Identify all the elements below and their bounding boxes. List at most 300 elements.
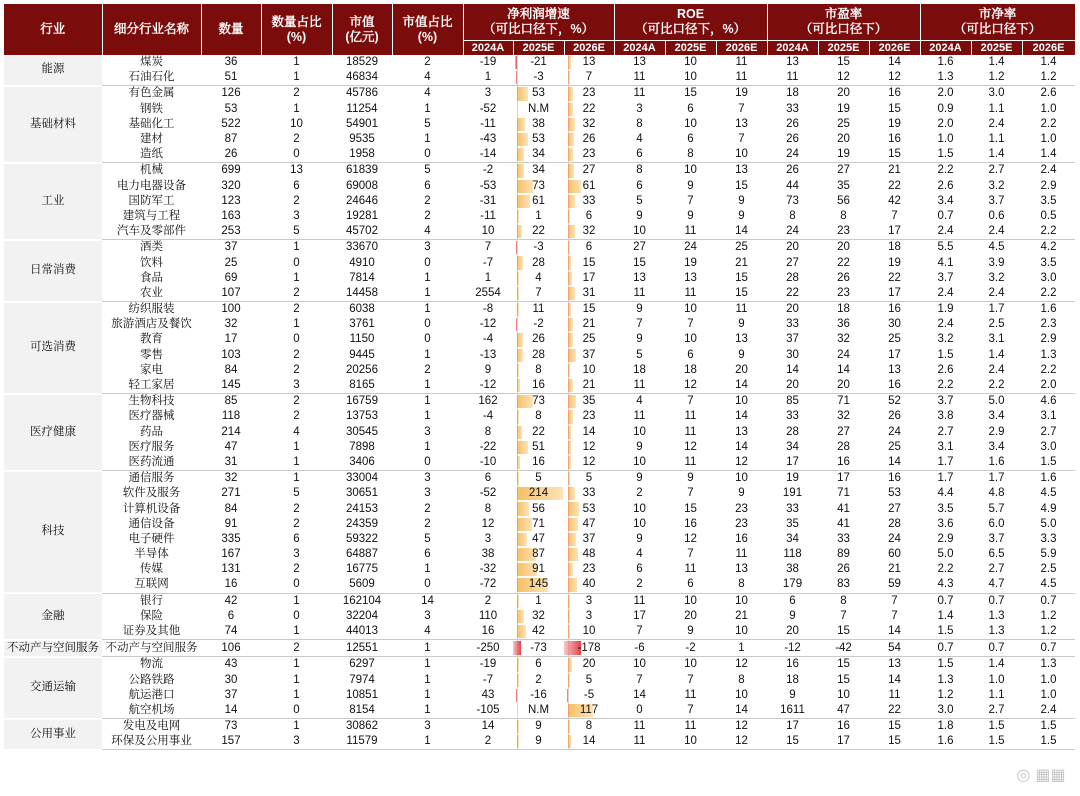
growth-bar-positive bbox=[568, 195, 575, 208]
pb-2025e-cell: 3.1 bbox=[988, 333, 1005, 346]
sub-industry-cell: 软件及服务 bbox=[122, 487, 181, 500]
pb-2026e-cell: 1.0 bbox=[1040, 133, 1057, 146]
pb-2025e-cell: 1.1 bbox=[988, 688, 1005, 701]
mktcap-cell: 7898 bbox=[349, 440, 375, 453]
mktcap-cell: 24646 bbox=[346, 194, 378, 207]
table-row bbox=[4, 703, 1075, 719]
growth-2024a-cell: 1 bbox=[463, 70, 513, 86]
pb-2026e-cell: 5.9 bbox=[1040, 548, 1057, 561]
roe-2024a-cell: 11 bbox=[633, 87, 646, 100]
growth-zero-axis bbox=[568, 594, 569, 609]
roe-2026e-cell: 1 bbox=[716, 640, 767, 657]
roe-2026e-cell: 10 bbox=[735, 395, 748, 408]
table-row bbox=[4, 517, 1075, 532]
roe-2026e-cell: 7 bbox=[738, 102, 745, 115]
table-row bbox=[4, 132, 1075, 147]
pe-2024a-cell: 20 bbox=[786, 303, 799, 316]
mktcap-cell: 162104 bbox=[342, 594, 382, 607]
roe-2025e-cell: 16 bbox=[684, 517, 697, 530]
sub-industry-cell: 教育 bbox=[140, 333, 163, 346]
count-cell: 335 bbox=[221, 532, 241, 545]
roe-2026e-cell: 10 bbox=[735, 472, 748, 485]
mktcap-cell: 1150 bbox=[349, 333, 375, 346]
count-cell: 53 bbox=[224, 102, 238, 115]
industry-cell: 金融 bbox=[4, 593, 102, 640]
pb-2025e-cell: 3.2 bbox=[988, 179, 1005, 192]
growth-zero-axis bbox=[568, 194, 569, 209]
growth-value-label: 37 bbox=[582, 532, 596, 545]
growth-value-label: 32 bbox=[582, 117, 596, 130]
roe-2026e-cell: 14 bbox=[735, 440, 748, 453]
count-cell: 74 bbox=[201, 624, 261, 640]
growth-zero-axis bbox=[517, 363, 518, 378]
roe-2024a-cell: 9 bbox=[636, 333, 643, 346]
sub-industry-cell: 零售 bbox=[140, 348, 163, 361]
growth-2025e-cell bbox=[513, 425, 564, 440]
pb-2026e-cell: 2.9 bbox=[1040, 333, 1057, 346]
growth-2026e-cell bbox=[564, 363, 614, 378]
roe-2026e-cell: 12 bbox=[716, 455, 767, 471]
pb-2025e-cell: 1.1 bbox=[988, 102, 1005, 115]
growth-2024a-cell: -7 bbox=[482, 256, 494, 269]
count-cell: 69 bbox=[224, 271, 238, 284]
pb-2024a-cell: 1.4 bbox=[937, 609, 954, 622]
growth-zero-axis bbox=[568, 440, 569, 455]
growth-zero-axis bbox=[517, 594, 518, 609]
pe-2024a-cell: 34 bbox=[786, 532, 799, 545]
mktcap-cell: 6038 bbox=[349, 303, 375, 316]
growth-2024a-cell: 110 bbox=[478, 609, 498, 622]
count-pct-cell: 1 bbox=[293, 658, 300, 671]
growth-2025e-cell bbox=[513, 271, 564, 286]
pe-2026e-cell: 19 bbox=[888, 256, 901, 269]
pb-2025e-cell: 2.7 bbox=[988, 164, 1005, 177]
pb-2025e-cell: 1.7 bbox=[988, 472, 1005, 485]
mktcap-cell: 16759 bbox=[346, 395, 378, 408]
sub-industry-cell: 发电及电网 bbox=[122, 720, 181, 733]
growth-2024a-cell: -11 bbox=[480, 209, 496, 222]
growth-2026e-cell bbox=[564, 624, 614, 640]
growth-zero-axis bbox=[568, 688, 569, 703]
table-row bbox=[4, 70, 1075, 86]
growth-zero-axis bbox=[568, 240, 569, 255]
header-year: 2026E bbox=[1022, 41, 1075, 56]
growth-value-label: 35 bbox=[582, 395, 596, 408]
growth-value-label: 32 bbox=[582, 225, 596, 238]
pb-2025e-cell: 3.4 bbox=[988, 410, 1005, 423]
growth-2025e-cell bbox=[513, 532, 564, 547]
table-row bbox=[4, 577, 1075, 593]
roe-2025e-cell: 15 bbox=[684, 87, 697, 100]
mktcap-pct-cell: 1 bbox=[424, 410, 431, 423]
growth-value-label: 37 bbox=[582, 348, 596, 361]
pe-2026e-cell: 18 bbox=[888, 241, 901, 254]
header-count: 数量 bbox=[201, 4, 261, 55]
pb-2026e-cell: 2.6 bbox=[1040, 87, 1057, 100]
count-cell: 42 bbox=[224, 594, 238, 607]
pe-2026e-cell: 59 bbox=[869, 577, 920, 593]
roe-2026e-cell: 12 bbox=[735, 658, 748, 671]
roe-2024a-cell: 11 bbox=[633, 720, 646, 733]
count-cell: 43 bbox=[224, 658, 238, 671]
growth-bar-positive bbox=[568, 533, 576, 546]
table-row bbox=[4, 609, 1075, 624]
mktcap-pct-cell: 0 bbox=[424, 256, 431, 269]
growth-value-label: 25 bbox=[582, 333, 596, 346]
pe-2024a-cell: 26 bbox=[786, 164, 799, 177]
growth-value-label: 61 bbox=[532, 194, 545, 207]
growth-value-label: 33 bbox=[582, 194, 596, 207]
pb-2026e-cell: 2.3 bbox=[1040, 318, 1057, 331]
pe-2026e-cell: 30 bbox=[888, 318, 901, 331]
growth-2025e-cell bbox=[513, 240, 564, 256]
roe-2024a-cell: 9 bbox=[636, 532, 643, 545]
growth-zero-axis bbox=[568, 425, 569, 440]
pb-2025e-cell: 3.2 bbox=[988, 271, 1005, 284]
sub-industry-cell: 医疗器械 bbox=[128, 410, 175, 423]
count-cell: 320 bbox=[221, 179, 241, 192]
sub-industry-cell: 计算机设备 bbox=[122, 502, 181, 515]
watermark-logo: ◎ ▦▦ bbox=[1016, 765, 1066, 784]
pb-2024a-cell: 1.2 bbox=[937, 688, 954, 701]
growth-zero-axis bbox=[568, 394, 569, 409]
sub-industry-cell: 石油石化 bbox=[102, 70, 201, 86]
growth-2025e-cell bbox=[513, 440, 564, 455]
growth-zero-axis bbox=[517, 117, 518, 132]
pb-2025e-cell: 2.5 bbox=[988, 318, 1005, 331]
growth-2026e-cell bbox=[564, 455, 614, 471]
table-row bbox=[4, 255, 1075, 270]
mktcap-cell: 4910 bbox=[349, 256, 375, 269]
pb-2026e-cell: 5.0 bbox=[1040, 517, 1057, 530]
pb-2026e-cell: 1.5 bbox=[1040, 720, 1057, 733]
sub-industry-cell: 传媒 bbox=[140, 563, 163, 576]
roe-2025e-cell: 9 bbox=[687, 472, 694, 485]
pb-2024a-cell: 1.3 bbox=[937, 673, 954, 686]
pb-2024a-cell: 3.1 bbox=[937, 440, 954, 453]
pb-2026e-cell: 1.4 bbox=[1040, 56, 1057, 69]
mktcap-cell: 12551 bbox=[332, 640, 392, 657]
pb-2025e-cell: 2.4 bbox=[971, 286, 1022, 302]
growth-zero-axis bbox=[517, 348, 518, 363]
growth-2025e-cell bbox=[513, 640, 564, 657]
count-pct-cell: 0 bbox=[293, 256, 300, 269]
roe-2025e-cell: 13 bbox=[684, 271, 697, 284]
pe-2024a-cell: 22 bbox=[767, 286, 818, 302]
industry-cell: 不动产与空间服务 bbox=[4, 640, 102, 657]
growth-value-label: 16 bbox=[532, 455, 545, 468]
pe-2026e-cell: 16 bbox=[888, 133, 901, 146]
growth-value-label: 11 bbox=[532, 303, 545, 316]
growth-2024a-cell: 9 bbox=[484, 363, 492, 376]
pb-2025e-cell: 2.4 bbox=[988, 363, 1005, 376]
roe-2024a-cell: 2 bbox=[614, 577, 665, 593]
pe-2025e-cell: 47 bbox=[818, 703, 869, 719]
roe-2025e-cell: 10 bbox=[665, 734, 716, 750]
growth-2026e-cell bbox=[564, 640, 614, 657]
growth-zero-axis bbox=[517, 486, 518, 501]
roe-2026e-cell: 12 bbox=[716, 734, 767, 750]
pe-2026e-cell: 17 bbox=[869, 286, 920, 302]
growth-2025e-cell bbox=[513, 593, 564, 609]
mktcap-cell: 5609 bbox=[332, 577, 392, 593]
table-row bbox=[4, 624, 1075, 640]
growth-zero-axis bbox=[517, 657, 518, 672]
pe-2026e-cell: 14 bbox=[888, 56, 901, 69]
pb-2024a-cell: 2.7 bbox=[937, 425, 954, 438]
header-year: 2025E bbox=[513, 41, 564, 56]
growth-zero-axis bbox=[517, 425, 518, 440]
roe-2025e-cell: 10 bbox=[684, 333, 697, 346]
mktcap-pct-cell: 4 bbox=[392, 224, 463, 240]
growth-bar-positive bbox=[517, 87, 528, 100]
table-row bbox=[4, 240, 1075, 256]
roe-2025e-cell: 11 bbox=[665, 286, 716, 302]
growth-value-label: 12 bbox=[582, 455, 596, 468]
pb-2026e-cell: 1.0 bbox=[1040, 673, 1057, 686]
pe-2026e-cell: 54 bbox=[869, 640, 920, 657]
mktcap-cell: 30862 bbox=[346, 720, 378, 733]
growth-zero-axis bbox=[517, 517, 518, 532]
pe-2024a-cell: 44 bbox=[786, 179, 799, 192]
roe-2024a-cell: 9 bbox=[636, 440, 643, 453]
count-cell: 25 bbox=[224, 256, 238, 269]
sub-industry-cell: 建筑与工程 bbox=[122, 209, 181, 222]
roe-2024a-cell: 4 bbox=[636, 395, 643, 408]
pb-2025e-cell: 1.0 bbox=[988, 673, 1005, 686]
count-cell: 271 bbox=[221, 487, 241, 500]
growth-zero-axis bbox=[517, 302, 518, 317]
roe-2024a-cell: 14 bbox=[633, 688, 646, 701]
pb-2025e-cell: 1.4 bbox=[988, 348, 1005, 361]
growth-value-label: -73 bbox=[530, 641, 547, 654]
roe-2025e-cell: 11 bbox=[665, 224, 716, 240]
pb-2024a-cell: 0.7 bbox=[937, 209, 954, 222]
mktcap-cell: 16775 bbox=[346, 563, 378, 576]
growth-zero-axis bbox=[568, 363, 569, 378]
table-row bbox=[4, 547, 1075, 562]
growth-zero-axis bbox=[517, 440, 518, 455]
growth-zero-axis bbox=[517, 55, 518, 70]
growth-zero-axis bbox=[568, 609, 569, 624]
growth-value-label: 23 bbox=[582, 410, 596, 423]
growth-value-label: 23 bbox=[582, 563, 596, 576]
growth-value-label: 8 bbox=[535, 363, 542, 376]
growth-2024a-cell: 14 bbox=[481, 720, 495, 733]
roe-2026e-cell: 8 bbox=[716, 577, 767, 593]
pe-2026e-cell: 16 bbox=[888, 87, 901, 100]
roe-2025e-cell: 10 bbox=[684, 594, 697, 607]
growth-2026e-cell bbox=[564, 547, 614, 562]
sub-industry-cell: 酒类 bbox=[140, 241, 163, 254]
pb-2024a-cell: 3.4 bbox=[937, 194, 954, 207]
growth-zero-axis bbox=[568, 657, 569, 672]
count-pct-cell: 0 bbox=[293, 333, 300, 346]
pe-2025e-cell: 14 bbox=[837, 363, 850, 376]
pe-2024a-cell: 20 bbox=[767, 378, 818, 394]
roe-2026e-cell: 13 bbox=[735, 117, 748, 130]
table-row bbox=[4, 640, 1075, 657]
count-cell: 16 bbox=[201, 577, 261, 593]
roe-2024a-cell: 9 bbox=[636, 472, 643, 485]
industry-cell: 交通运输 bbox=[4, 657, 102, 719]
pb-2025e-cell: 3.7 bbox=[988, 194, 1005, 207]
pb-2025e-cell: 0.6 bbox=[988, 209, 1005, 222]
table-header bbox=[4, 4, 1075, 55]
pe-2025e-cell: 19 bbox=[837, 102, 850, 115]
sub-industry-cell: 保险 bbox=[140, 609, 163, 622]
growth-zero-axis bbox=[568, 624, 569, 639]
table-row bbox=[4, 455, 1075, 471]
industry-cell: 医疗健康 bbox=[4, 394, 102, 471]
pe-2026e-cell: 7 bbox=[891, 609, 898, 622]
growth-value-label: 28 bbox=[532, 256, 545, 269]
sub-industry-cell: 生物科技 bbox=[128, 395, 175, 408]
pe-2026e-cell: 25 bbox=[888, 440, 901, 453]
mktcap-pct-cell: 2 bbox=[424, 502, 431, 515]
growth-2024a-cell: 1 bbox=[484, 271, 492, 284]
mktcap-cell: 3761 bbox=[349, 318, 375, 331]
roe-2024a-cell: 8 bbox=[636, 117, 643, 130]
mktcap-pct-cell: 0 bbox=[424, 318, 431, 331]
roe-2025e-cell: 10 bbox=[684, 164, 697, 177]
growth-zero-axis bbox=[568, 86, 569, 101]
pe-2026e-cell: 7 bbox=[891, 209, 898, 222]
roe-2026e-cell: 11 bbox=[716, 70, 767, 86]
mktcap-cell: 24153 bbox=[346, 502, 378, 515]
pe-2025e-cell: 12 bbox=[818, 70, 869, 86]
roe-2026e-cell: 8 bbox=[738, 673, 745, 686]
roe-2025e-cell: 19 bbox=[684, 256, 697, 269]
growth-2026e-cell bbox=[564, 486, 614, 501]
count-pct-cell: 3 bbox=[293, 209, 300, 222]
pe-2026e-cell: 16 bbox=[888, 472, 901, 485]
pb-2026e-cell: 3.1 bbox=[1040, 410, 1057, 423]
growth-2024a-cell: 6 bbox=[484, 472, 492, 485]
growth-bar-positive bbox=[568, 548, 578, 561]
pe-2025e-cell: 83 bbox=[818, 577, 869, 593]
growth-bar-positive bbox=[568, 518, 578, 531]
growth-2024a-cell: -4 bbox=[482, 333, 494, 346]
pb-2025e-cell: 2.2 bbox=[971, 378, 1022, 394]
pb-2025e-cell: 1.5 bbox=[988, 720, 1005, 733]
mktcap-cell: 32204 bbox=[346, 609, 378, 622]
pb-2024a-cell: 3.0 bbox=[920, 703, 971, 719]
growth-zero-axis bbox=[568, 132, 569, 147]
table-row bbox=[4, 317, 1075, 332]
roe-2025e-cell: 6 bbox=[687, 348, 694, 361]
mktcap-pct-cell: 5 bbox=[424, 164, 431, 177]
growth-value-label: 21 bbox=[582, 318, 596, 331]
mktcap-cell: 19281 bbox=[346, 209, 378, 222]
roe-2025e-cell: 6 bbox=[687, 133, 694, 146]
growth-2024a-cell: 2 bbox=[484, 594, 492, 607]
growth-2025e-cell bbox=[513, 562, 564, 577]
pb-2025e-cell: 1.2 bbox=[971, 70, 1022, 86]
growth-2024a-cell: 10 bbox=[463, 224, 513, 240]
roe-2025e-cell: 20 bbox=[684, 609, 697, 622]
roe-2025e-cell: 11 bbox=[684, 410, 697, 423]
growth-2025e-cell bbox=[513, 363, 564, 378]
mktcap-cell: 6297 bbox=[349, 658, 375, 671]
growth-zero-axis bbox=[517, 194, 518, 209]
roe-2024a-cell: 6 bbox=[636, 563, 643, 576]
table-row bbox=[4, 55, 1075, 70]
roe-2025e-cell: 11 bbox=[665, 455, 716, 471]
growth-2025e-cell bbox=[513, 255, 564, 270]
pb-2024a-cell: 1.7 bbox=[937, 472, 954, 485]
pe-2025e-cell: 20 bbox=[837, 133, 850, 146]
pb-2026e-cell: 3.5 bbox=[1040, 194, 1057, 207]
mktcap-cell: 61839 bbox=[346, 164, 378, 177]
sub-industry-cell: 半导体 bbox=[134, 548, 169, 561]
mktcap-pct-cell: 4 bbox=[424, 87, 431, 100]
roe-2025e-cell: 11 bbox=[684, 688, 697, 701]
growth-value-label: 7 bbox=[535, 286, 542, 299]
table-row bbox=[4, 179, 1075, 194]
growth-2024a-cell: -72 bbox=[463, 577, 513, 593]
pe-2025e-cell: 16 bbox=[818, 455, 869, 471]
growth-zero-axis bbox=[568, 501, 569, 516]
growth-value-label: 5 bbox=[585, 673, 593, 686]
count-pct-cell: 3 bbox=[261, 734, 332, 750]
growth-value-label: 61 bbox=[582, 179, 596, 192]
pe-2025e-cell: 18 bbox=[837, 303, 850, 316]
pe-2025e-cell: 17 bbox=[837, 472, 850, 485]
sub-industry-cell: 国防军工 bbox=[128, 194, 175, 207]
pe-2025e-cell: 56 bbox=[837, 194, 850, 207]
mktcap-pct-cell: 1 bbox=[424, 673, 431, 686]
growth-zero-axis bbox=[517, 271, 518, 286]
pe-2024a-cell: 16 bbox=[786, 658, 799, 671]
roe-2024a-cell: 6 bbox=[636, 179, 643, 192]
table-row bbox=[4, 194, 1075, 209]
roe-2026e-cell: 21 bbox=[735, 609, 748, 622]
roe-2024a-cell: 15 bbox=[633, 256, 646, 269]
growth-2025e-cell bbox=[513, 163, 564, 179]
growth-2024a-cell: 43 bbox=[481, 688, 495, 701]
growth-zero-axis bbox=[568, 179, 569, 194]
count-cell: 126 bbox=[221, 87, 241, 100]
pe-2026e-cell: 42 bbox=[888, 194, 901, 207]
growth-zero-axis bbox=[517, 163, 518, 178]
growth-value-label: 32 bbox=[532, 609, 545, 622]
count-pct-cell: 2 bbox=[261, 286, 332, 302]
growth-bar-positive bbox=[517, 441, 528, 454]
pb-2026e-cell: 1.3 bbox=[1040, 658, 1057, 671]
pe-2026e-cell: 15 bbox=[869, 734, 920, 750]
growth-zero-axis bbox=[568, 224, 569, 239]
growth-2024a-cell: -31 bbox=[479, 194, 497, 207]
growth-zero-axis bbox=[568, 471, 569, 486]
growth-2024a-cell: -14 bbox=[463, 147, 513, 163]
growth-value-label: 5 bbox=[535, 472, 542, 485]
count-cell: 85 bbox=[224, 395, 238, 408]
count-cell: 36 bbox=[224, 56, 238, 69]
growth-2025e-cell bbox=[513, 55, 564, 70]
pb-2026e-cell: 2.5 bbox=[1040, 563, 1057, 576]
roe-2025e-cell: 11 bbox=[684, 425, 697, 438]
header-group-roe: ROE （可比口径下，%） bbox=[614, 4, 767, 41]
mktcap-pct-cell: 3 bbox=[424, 425, 431, 438]
pb-2025e-cell: 2.7 bbox=[988, 563, 1005, 576]
growth-2026e-cell bbox=[564, 255, 614, 270]
growth-value-label: -16 bbox=[530, 688, 547, 701]
roe-2026e-cell: 9 bbox=[738, 348, 745, 361]
growth-2026e-cell bbox=[564, 240, 614, 256]
growth-zero-axis bbox=[517, 471, 518, 486]
table-row bbox=[4, 471, 1075, 487]
